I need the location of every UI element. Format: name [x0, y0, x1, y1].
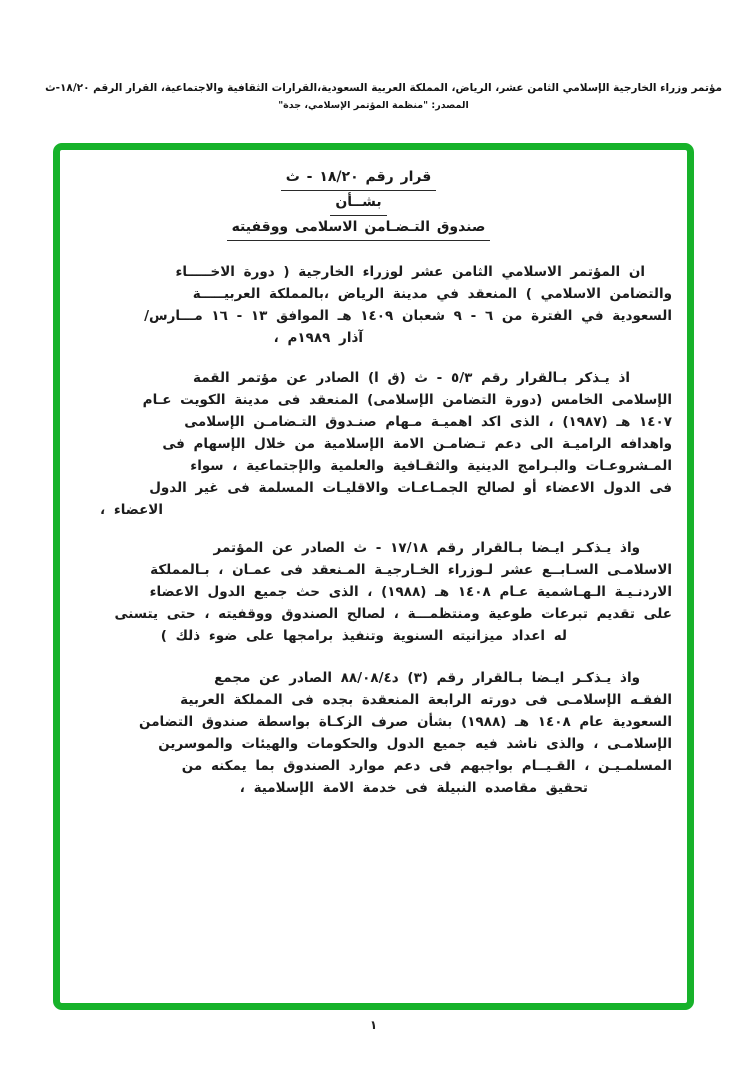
paragraph — [75, 667, 672, 799]
text-line: الإسلامـى ، والذى ناشد فيه جميع الدول والحكومات والهيئات والموسرين — [158, 736, 672, 752]
page-number: ١ — [369, 1018, 378, 1032]
text-line: الفقـه الإسلامـى فى دورته الرابعة المنعقدة بجده فى المملكة العربية — [180, 692, 672, 708]
title-line: صندوق التـضـامن الاسلامى ووقفيته — [60, 216, 657, 241]
document-header — [0, 82, 747, 111]
paragraph — [75, 537, 672, 647]
text-line: الاسلامـى السـابــع عشر لـوزراء الخـارجيـة المـنعقد فى عمـان ، بـالمملكة — [150, 562, 672, 578]
title-line: قرار رقم ١٨/٢٠ - ث — [60, 166, 657, 191]
text-line: فى الدول الاعضاء أو لصالح الجمـاعـات والاقليـات المسلمة فى غير الدول — [149, 480, 672, 496]
text-line: آذار ١٩٨٩م ، — [273, 330, 363, 346]
text-line: له اعداد ميزانيته السنوية وتنفيذ برامجها على ضوء ذلك ) — [160, 628, 567, 644]
text-line: والتضامن الاسلامي ) المنعقد في مدينة الرياض ،بالمملكة العربيـــــة — [192, 286, 672, 302]
paragraph — [75, 367, 672, 521]
text-line: المـشروعـات والبـرامج الدينية والثقـافية والعلمية والإجتماعية ، سواء — [190, 458, 672, 474]
resolution-body — [75, 261, 672, 799]
scanned-document — [60, 150, 687, 1003]
text-line: واذ يـذكـر ايـضا بـالقرار رقم (٣) د٨٨/٠٨/٤ الصادر عن مجمع — [214, 670, 640, 686]
text-line: واهدافه الراميـة الى دعم تـضامـن الامة الإسلامية من خلال الإسهام فى — [162, 436, 672, 452]
text-line: ١٤٠٧ هـ (١٩٨٧) ، الذى اكد اهميـة مـهام صنـدوق التـضامـن الإسلامى — [184, 414, 672, 430]
text-line: الإسلامى الخامس (دورة التضامن الإسلامى) المنعقد فى مدينة الكويت عـام — [142, 392, 672, 408]
text-line: واذ يـذكـر ايـضا بـالقرار رقم ١٧/١٨ - ث الصادر عن المؤتمر — [213, 540, 640, 556]
text-line: الاردنـيـة الـهـاشمية عـام ١٤٠٨ هـ (١٩٨٨) ، الذى حث جميع الدول الاعضاء — [149, 584, 672, 600]
header-source: المصدر: "منظمة المؤتمر الإسلامي، جدة" — [278, 100, 469, 111]
text-line: اذ يـذكر بـالقرار رقم ٥/٣ - ث (ق ا) الصادر عن مؤتمر القمة — [193, 370, 630, 386]
text-line: المسلمـيـن ، القـيــام بواجبهم فى دعم موارد الصندوق بما يمكنه من — [181, 758, 672, 774]
text-line: الاعضاء ، — [99, 502, 163, 518]
title-line: بشــأن — [60, 191, 657, 216]
text-line: على تقديم تبرعات طوعية ومنتظمـــة ، لصالح الصندوق ووقفيته ، حتى يتسنى — [114, 606, 672, 622]
header-citation: مؤتمر وزراء الخارجية الإسلامي الثامن عشر، الرياض، المملكة العربية السعودية،القرارات الثقافية والاجتماعية، القرار الرقم ١٨/٢٠-ث — [45, 82, 722, 94]
resolution-title — [60, 166, 657, 241]
paragraph — [75, 261, 672, 349]
text-line: تحقيق مقاصده النبيلة فى خدمة الامة الإسلامية ، — [239, 780, 588, 796]
text-line: السعودية في الفترة من ٦ - ٩ شعبان ١٤٠٩ هـ الموافق ١٣ - ١٦ مـــارس/ — [144, 308, 672, 324]
text-line: السعودية عام ١٤٠٨ هـ (١٩٨٨) بشأن صرف الزكـاة بواسطة صندوق التضامن — [139, 714, 672, 730]
scanned-document-frame — [53, 143, 694, 1010]
text-line: ان المؤتمر الاسلامي الثامن عشر لوزراء الخارجية ( دورة الاخـــــاء — [175, 264, 645, 280]
